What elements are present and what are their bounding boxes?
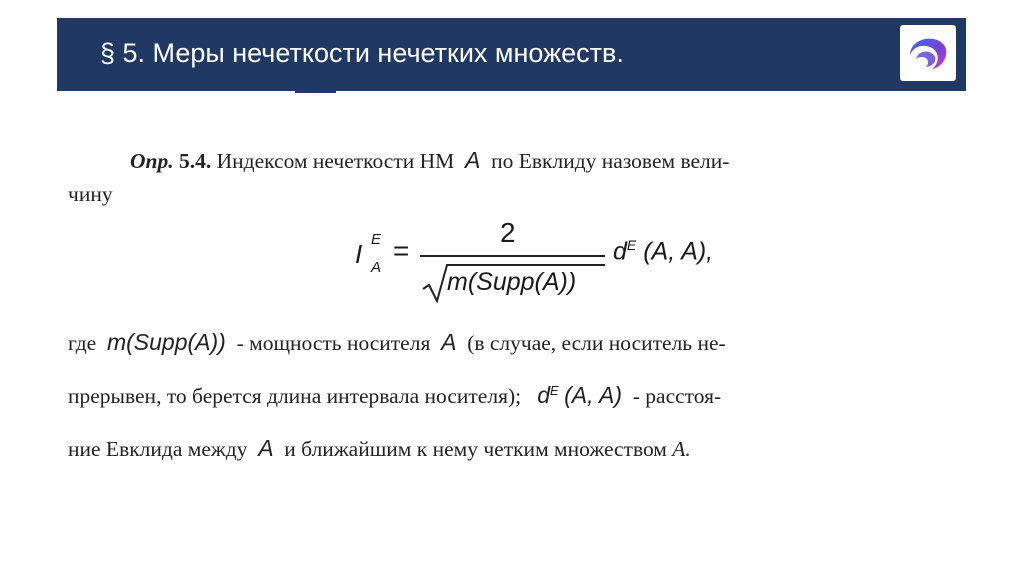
explanation-continuous-case: (в случае, если носитель не- [467,331,726,355]
formula-d-args: (A, A), [643,237,714,266]
explanation-line-1 [68,331,726,355]
explanation-interval-length: прерывен, то берется длина интервала носителя); [68,384,522,409]
definition-label: Опр. [130,149,174,173]
euclid-fuzziness-formula [355,213,775,313]
slide-title: § 5. Меры нечеткости нечетких множеств. [100,38,624,68]
explanation-distance-sup: E [550,383,559,398]
formula-index-i: I [355,239,363,269]
formula-d-sup: E [626,237,637,253]
explanation-nearest-crisp: и ближайшим к нему четким множеством [284,437,667,461]
fraction-bar [420,255,605,257]
formula-numerator: 2 [500,217,516,248]
explanation-var-a-2: A [258,435,274,461]
definition-text-after: по Евклиду назовем вели- [491,149,730,173]
swirl-logo-icon [900,25,956,81]
explanation-distance-d: d [537,382,551,409]
title-underline-accent [295,91,336,93]
explanation-where: где [68,331,97,355]
formula-sub-a: A [371,259,382,276]
formula-denominator: m(Supp(A)) [447,268,577,296]
explanation-distance-args: (A, A) [564,382,622,409]
definition-number: 5.4. [178,149,212,173]
explanation-var-a-1: A [441,329,457,355]
explanation-euclid-between: ние Евклида между [68,437,248,461]
explanation-distance-label: - расстоя- [632,384,722,409]
definition-var-a: A [465,147,481,173]
explanation-carrier-power: - мощность носителя [236,331,431,355]
formula-d: d [613,237,627,266]
definition-text-before: Индексом нечеткости НМ [216,149,455,173]
formula-distance-term [613,237,713,266]
explanation-support-measure: m(Supp(A)) [106,329,226,355]
title-bar [57,18,966,91]
explanation-line-2 [68,384,721,408]
formula-sup-e: E [371,231,382,248]
explanation-line-3 [68,437,691,461]
explanation-var-a-end: A. [672,437,691,461]
definition-line-2: чину [68,182,113,206]
definition-line-1 [130,149,729,173]
formula-equals: = [393,235,410,266]
